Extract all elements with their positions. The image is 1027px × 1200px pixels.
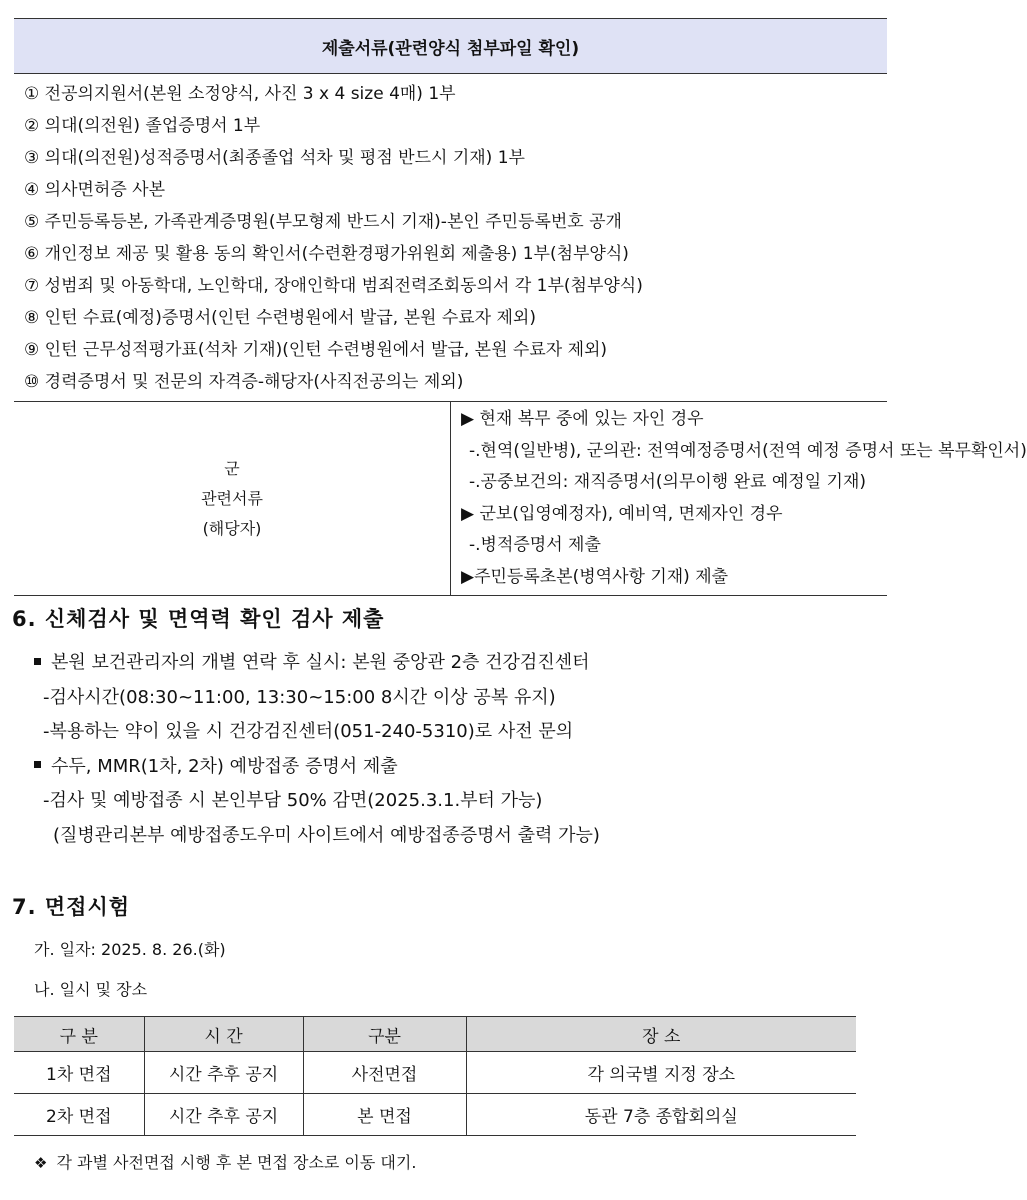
column-header: 구 분: [14, 1017, 144, 1052]
document-item: ② 의대(의전원) 졸업증명서 1부: [24, 116, 261, 136]
interview-date: 가. 일자: 2025. 8. 26.(화): [34, 940, 226, 959]
military-line: -.공중보건의: 재직증명서(의무이행 완료 예정일 기재): [469, 472, 867, 492]
military-line: ▶주민등록초본(병역사항 기재) 제출: [461, 566, 729, 587]
health-check-detail: -복용하는 약이 있을 시 건강검진센터(051-240-5310)로 사전 문의: [43, 721, 574, 742]
section-6-title: 6. 신체검사 및 면역력 확인 검사 제출: [12, 607, 385, 631]
interview-note: [34, 1150, 416, 1173]
health-check-item: [34, 646, 884, 681]
table-cell: 각 의국별 지정 장소: [466, 1052, 856, 1094]
military-line: -.병적증명서 제출: [469, 535, 601, 555]
health-check-detail: -검사시간(08:30~11:00, 13:30~15:00 8시간 이상 공복 유지): [43, 686, 556, 708]
submission-documents-table: [14, 18, 1027, 596]
diamond-bullet-icon: ❖: [34, 1154, 48, 1172]
document-item: ⑨ 인턴 근무성적평가표(석차 기재)(인턴 수련병원에서 발급, 본원 수료자 제외): [24, 340, 608, 360]
document-item: ⑧ 인턴 수료(예정)증명서(인턴 수련병원에서 발급, 본원 수료자 제외): [24, 308, 536, 328]
interview-place-heading: 나. 일시 및 장소: [34, 980, 148, 999]
military-docs-content: [451, 402, 1027, 596]
note-text: 각 과별 사전면접 시행 후 본 면접 장소로 이동 대기.: [56, 1153, 417, 1172]
column-header: 시 간: [144, 1017, 303, 1052]
military-label-line: 군: [224, 458, 240, 478]
document-item: ④ 의사면허증 사본: [24, 180, 166, 200]
document-item: ⑤ 주민등록등본, 가족관계증명원(부모형제 반드시 기재)-본인 주민등록번호 공개: [24, 212, 622, 232]
interview-schedule-table: [14, 1016, 856, 1136]
military-line: ▶ 군보(입영예정자), 예비역, 면제자인 경우: [461, 503, 783, 524]
health-check-detail: (질병관리본부 예방접종도우미 사이트에서 예방접종증명서 출력 가능): [53, 824, 600, 846]
table-header-row: [14, 1017, 856, 1052]
health-check-text: 본원 보건관리자의 개별 연락 후 실시: 본원 중앙관 2층 건강검진센터: [51, 652, 590, 673]
table-row: [14, 1052, 856, 1094]
column-header: 구분: [303, 1017, 466, 1052]
document-item: ① 전공의지원서(본원 소정양식, 사진 3 x 4 size 4매) 1부: [24, 84, 456, 104]
table-cell: 2차 면접: [14, 1094, 144, 1136]
documents-header: 제출서류(관련양식 첨부파일 확인): [14, 19, 887, 74]
health-check-list: [34, 646, 884, 853]
document-item: ③ 의대(의전원)성적증명서(최종졸업 석차 및 평점 반드시 기재) 1부: [24, 148, 525, 168]
document-item: ⑦ 성범죄 및 아동학대, 노인학대, 장애인학대 범죄전력조회동의서 각 1부(첨부양식): [24, 276, 643, 296]
military-line: -.현역(일반병), 군의관: 전역예정증명서(전역 예정 증명서 또는 복무확인서): [469, 440, 1027, 461]
health-check-detail: -검사 및 예방접종 시 본인부담 50% 감면(2025.3.1.부터 가능): [43, 790, 543, 811]
section-7-title: 7. 면접시험: [12, 895, 131, 919]
square-bullet-icon: [34, 761, 41, 768]
military-label-line: (해당자): [202, 518, 262, 538]
health-check-item: [34, 750, 884, 785]
military-docs-label: [14, 402, 451, 596]
document-item: ⑥ 개인정보 제공 및 활용 동의 확인서(수련환경평가위원회 제출용) 1부(첨부양식): [24, 244, 629, 264]
table-cell: 1차 면접: [14, 1052, 144, 1094]
military-label-line: 관련서류: [201, 488, 263, 508]
document-list: [14, 74, 887, 402]
square-bullet-icon: [34, 658, 41, 665]
military-line: ▶ 현재 복무 중에 있는 자인 경우: [461, 409, 704, 429]
document-item: ⑩ 경력증명서 및 전문의 자격증-해당자(사직전공의는 제외): [24, 372, 464, 392]
table-cell: 본 면접: [303, 1094, 466, 1136]
table-cell: 동관 7층 종합회의실: [466, 1094, 856, 1136]
table-row: [14, 1094, 856, 1136]
table-cell: 시간 추후 공지: [144, 1094, 303, 1136]
table-cell: 사전면접: [303, 1052, 466, 1094]
column-header: 장 소: [466, 1017, 856, 1052]
table-cell: 시간 추후 공지: [144, 1052, 303, 1094]
health-check-text: 수두, MMR(1차, 2차) 예방접종 증명서 제출: [51, 755, 398, 777]
